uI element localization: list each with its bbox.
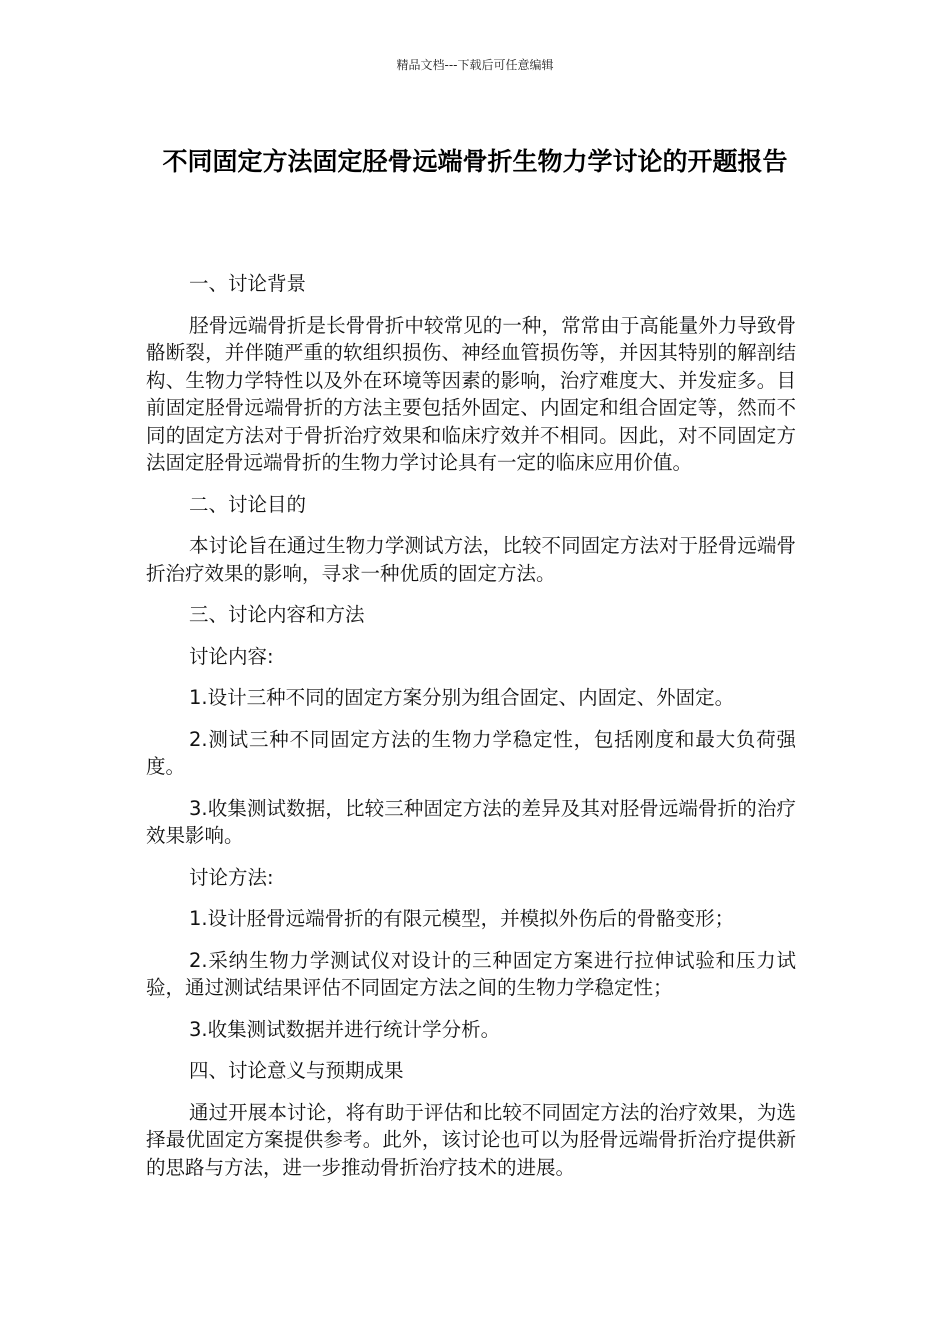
research-method-label: 讨论方法:	[189, 865, 274, 889]
section-2-heading: 二、讨论目的	[189, 492, 307, 516]
section-1-paragraph: 胫骨远端骨折是长骨骨折中较常见的一种，常常由于高能量外力导致骨骼断裂，并伴随严重的软组织损伤、神经血管损伤等，并因其特别的解剖结构、生物力学特性以及外在环境等因素的影响，治疗难度大、并发症多。目前固定胫骨远端骨折的方法主要包括外固定、内固定和组合固定等，然而不同的固定方法对于骨折治疗效果和临床疗效并不相同。因此，对不同固定方法固定胫骨远端骨折的生物力学讨论具有一定的临床应用价值。	[146, 313, 796, 474]
document-title: 不同固定方法固定胫骨远端骨折生物力学讨论的开题报告	[162, 147, 788, 176]
research-method-item-3: 3.收集测试数据并进行统计学分析。	[189, 1017, 501, 1041]
header-note: 精品文档---下载后可任意编辑	[396, 58, 554, 72]
research-content-item-1: 1.设计三种不同的固定方案分别为组合固定、内固定、外固定。	[189, 686, 735, 709]
research-content-item-3: 3.收集测试数据，比较三种固定方法的差异及其对胫骨远端骨折的治疗效果影响。	[146, 796, 796, 847]
section-3-heading: 三、讨论内容和方法	[189, 603, 365, 626]
section-1-heading: 一、讨论背景	[189, 272, 307, 295]
research-content-label: 讨论内容:	[189, 644, 274, 668]
section-4-paragraph: 通过开展本讨论，将有助于评估和比较不同固定方法的治疗效果，为选择最优固定方案提供参考。此外，该讨论也可以为胫骨远端骨折治疗提供新的思路与方法，进一步推动骨折治疗技术的进展。	[146, 1100, 796, 1179]
section-2-paragraph: 本讨论旨在通过生物力学测试方法，比较不同固定方法对于胫骨远端骨折治疗效果的影响，寻求一种优质的固定方法。	[146, 534, 796, 585]
section-4-heading: 四、讨论意义与预期成果	[189, 1059, 404, 1082]
research-method-item-1: 1.设计胫骨远端骨折的有限元模型，并模拟外伤后的骨骼变形；	[189, 907, 735, 930]
research-content-item-2: 2.测试三种不同固定方法的生物力学稳定性，包括刚度和最大负荷强度。	[146, 727, 796, 778]
research-method-item-2: 2.采纳生物力学测试仪对设计的三种固定方案进行拉伸试验和压力试验，通过测试结果评估不同固定方法之间的生物力学稳定性；	[146, 948, 796, 999]
document-body	[146, 270, 796, 1195]
